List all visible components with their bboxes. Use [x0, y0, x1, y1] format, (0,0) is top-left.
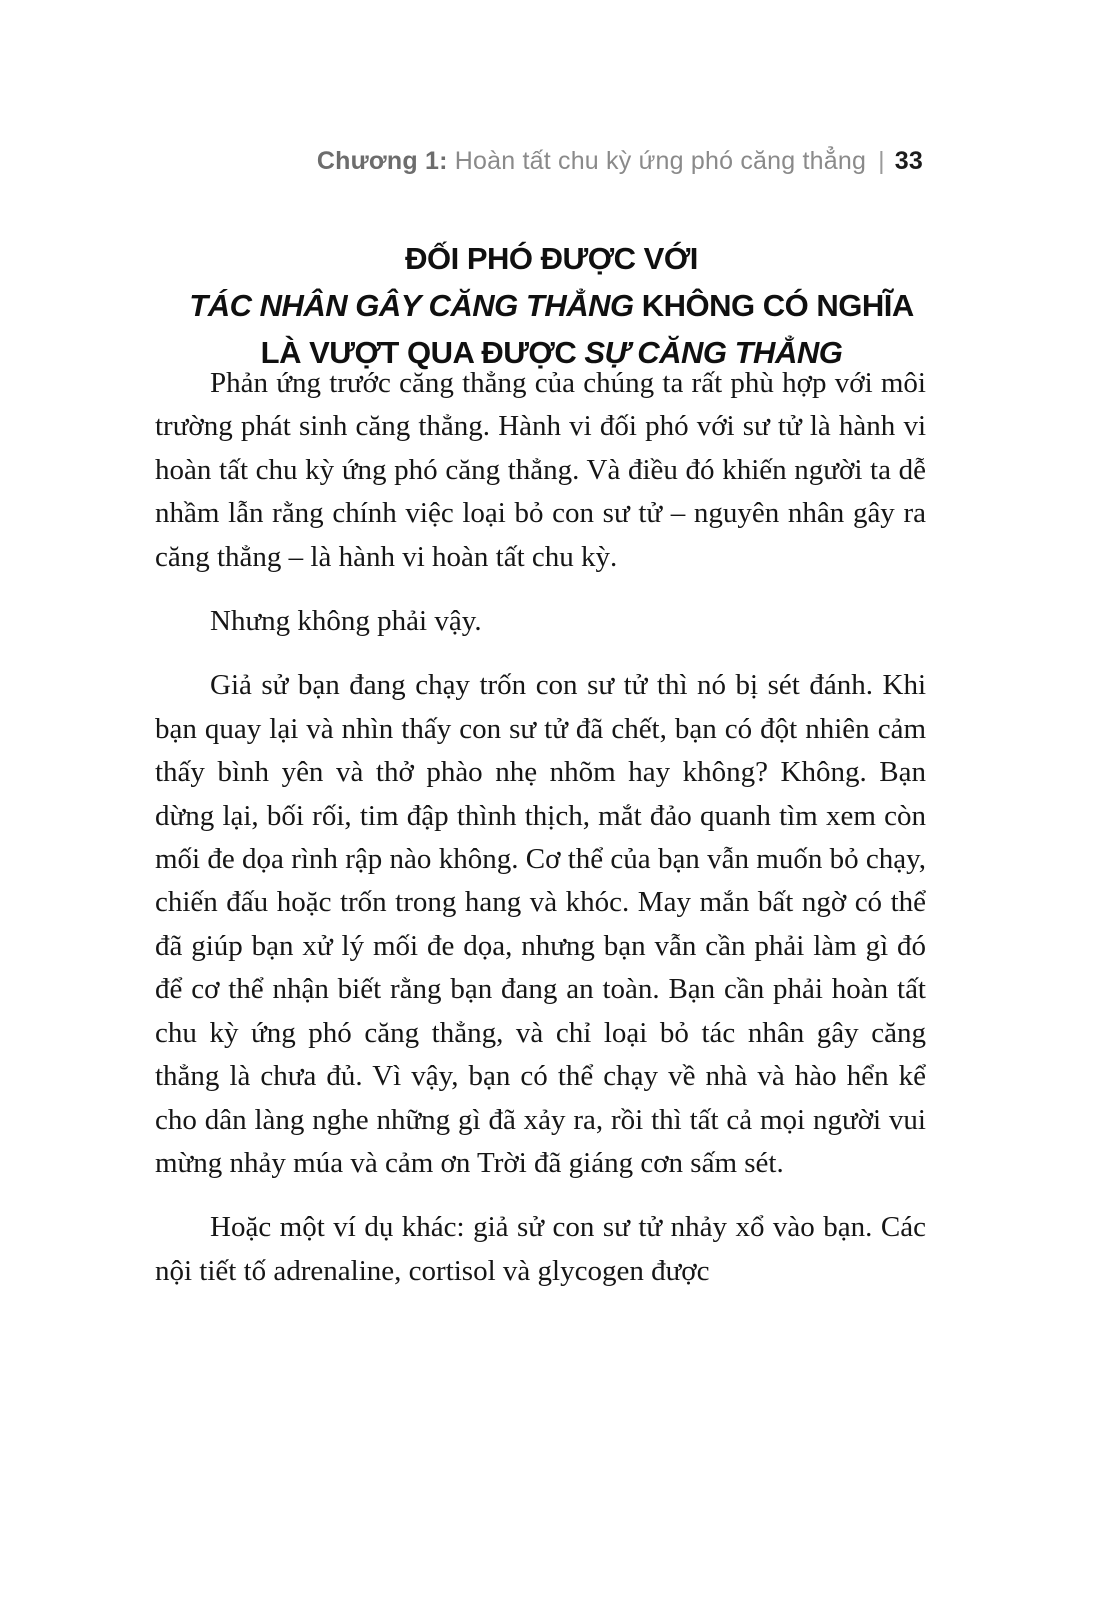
chapter-title: Hoàn tất chu kỳ ứng phó căng thẳng: [454, 147, 867, 175]
heading-line-3-start: LÀ VƯỢT QUA ĐƯỢC: [260, 334, 577, 370]
heading-line-3-emphasis: SỰ CĂNG THẲNG: [584, 334, 843, 370]
paragraph: Giả sử bạn đang chạy trốn con sư tử thì nó bị sét đánh. Khi bạn quay lại và nhìn thấy con sư tử đã chết, bạn có đột nhiên cảm thấy bình yên và thở phào nhẹ nhõm hay không? Không. Bạn dừng lại, bối rối, tim đập thình thịch, mắt đảo quanh tìm xem còn mối đe dọa rình rập nào không. Cơ thể của bạn vẫn muốn bỏ chạy, chiến đấu hoặc trốn trong hang và khóc. May mắn bất ngờ có thể đã giúp bạn xử lý mối đe dọa, nhưng bạn vẫn cần phải làm gì đó để cơ thể nhận biết rằng bạn đang an toàn. Bạn cần phải hoàn tất chu kỳ ứng phó căng thẳng, và chỉ loại bỏ tác nhân gây căng thẳng là chưa đủ. Vì vậy, bạn có thể chạy về nhà và hào hển kể cho dân làng nghe những gì đã xảy ra, rồi thì tất cả mọi người vui mừng nhảy múa và cảm ơn Trời đã giáng cơn sấm sét.: [155, 669, 926, 1179]
paragraph: Hoặc một ví dụ khác: giả sử con sư tử nhảy xổ vào bạn. Các nội tiết tố adrenaline, cortisol và glycogen được: [155, 1211, 926, 1287]
header-separator: |: [878, 147, 885, 175]
running-header: [155, 146, 923, 176]
section-heading: [90, 235, 1013, 376]
paragraph: Phản ứng trước căng thẳng của chúng ta rất phù hợp với môi trường phát sinh căng thẳng. Hành vi đối phó với sư tử là hành vi hoàn tất chu kỳ ứng phó căng thẳng. Và điều đó khiến người ta dễ nhầm lẫn rằng chính việc loại bỏ con sư tử – nguyên nhân gây ra căng thẳng – là hành vi hoàn tất chu kỳ.: [155, 367, 926, 573]
chapter-label: Chương 1:: [316, 147, 448, 175]
heading-line-1: ĐỐI PHÓ ĐƯỢC VỚI: [405, 240, 698, 276]
body-text: [155, 362, 926, 1293]
heading-line-2-emphasis: TÁC NHÂN GÂY CĂNG THẲNG: [189, 287, 634, 323]
page-number: 33: [894, 147, 923, 175]
heading-line-2-rest: KHÔNG CÓ NGHĨA: [641, 287, 914, 323]
paragraph: Nhưng không phải vậy.: [210, 605, 482, 638]
